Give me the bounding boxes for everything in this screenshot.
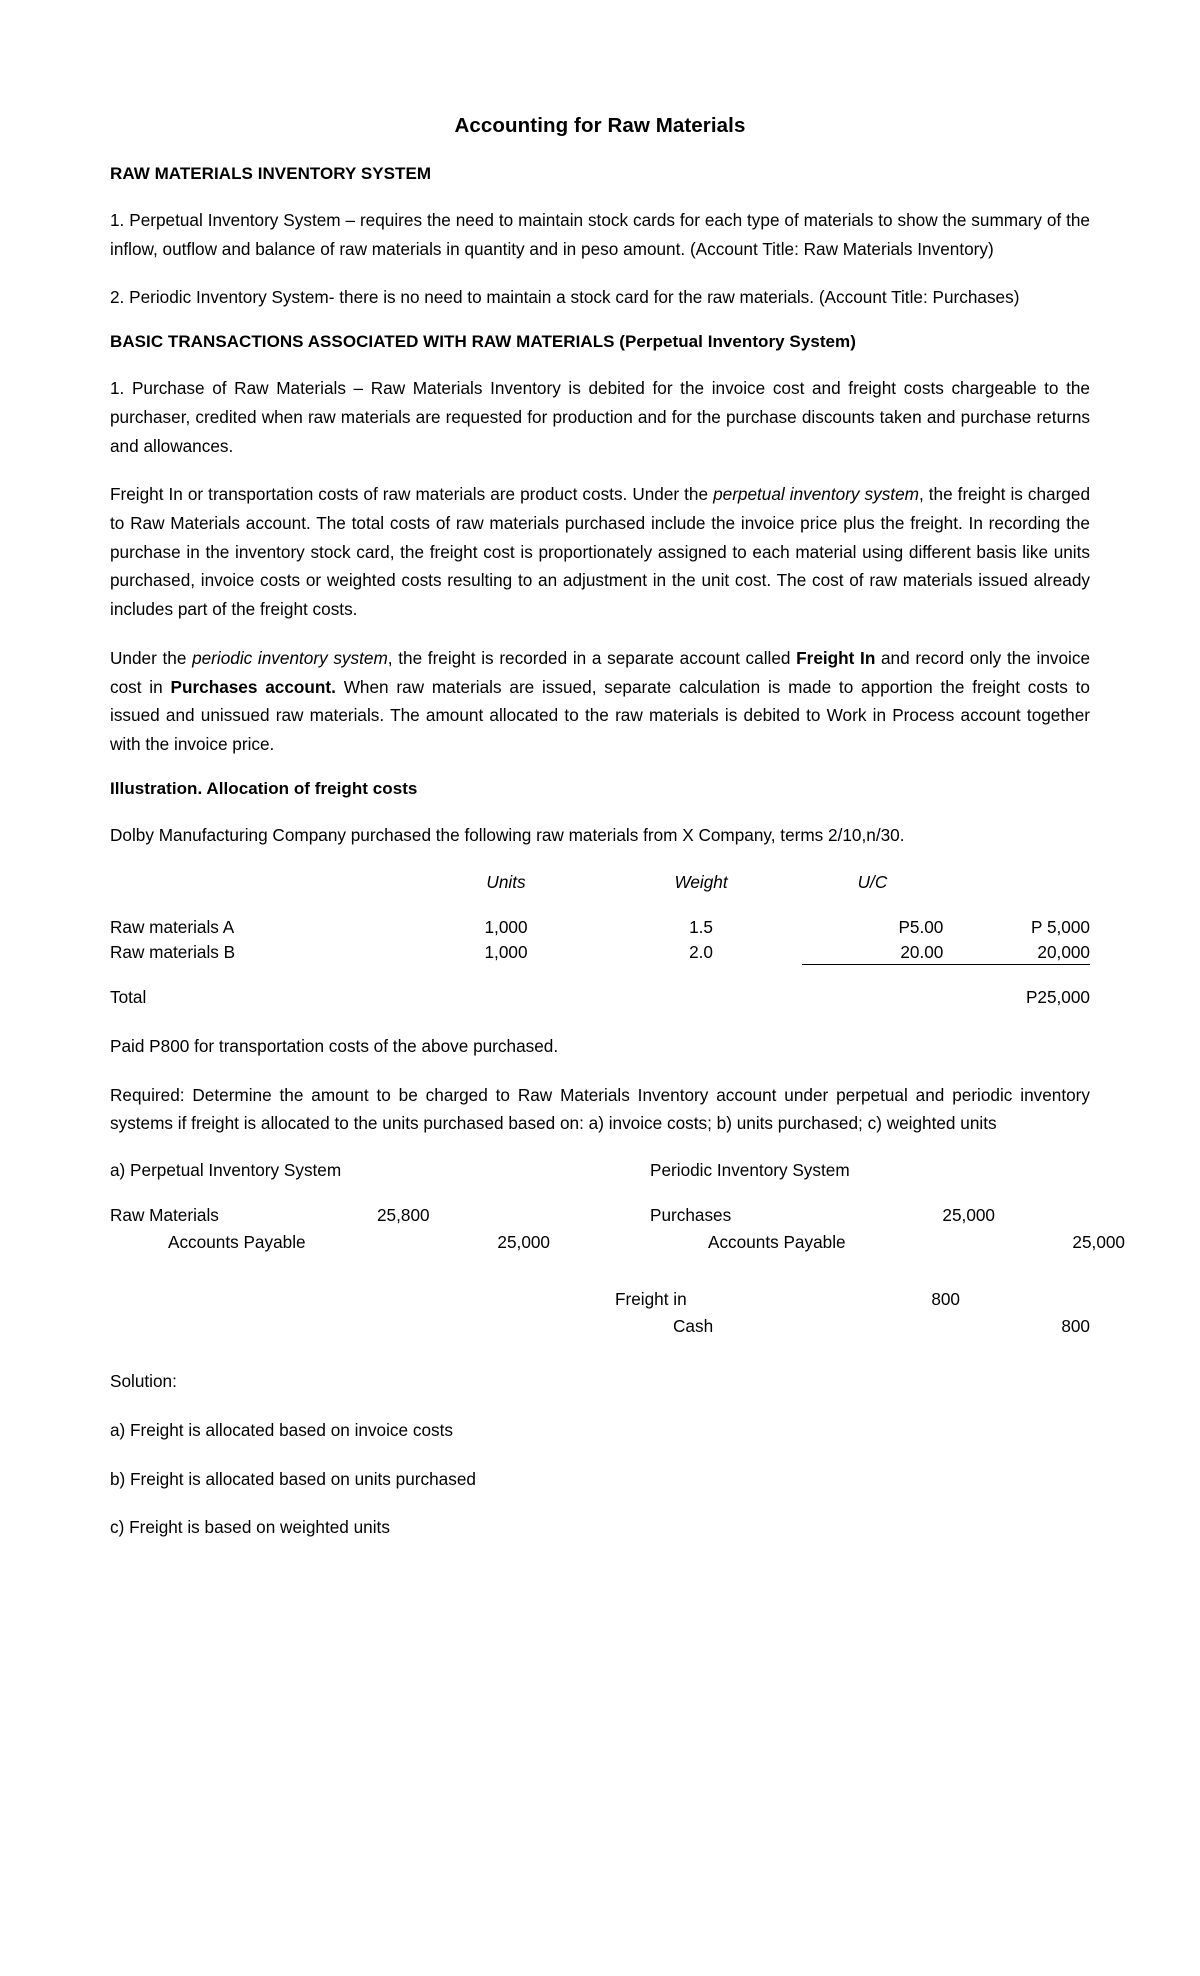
- strong-purchases-account: Purchases account.: [170, 676, 336, 697]
- row-unit-cost-a: P5.00: [898, 916, 944, 937]
- account-purchases: Purchases: [650, 1205, 732, 1226]
- header-label: [110, 870, 411, 915]
- journal-row: [110, 1316, 1090, 1337]
- table-header-row: [110, 870, 1090, 915]
- table-row: [110, 915, 1090, 940]
- debit-cash: [840, 1316, 960, 1337]
- row-units-b: 1,000: [484, 941, 528, 962]
- periodic-text-part-4: When raw materials are issued, separate calculation is made to apportion the freight costs to issued and unissued raw materials. The amount allocated to the raw materials is debited to Work in Process account together with the invoice price.: [110, 676, 1090, 755]
- periodic-text-part-1: Under the: [110, 647, 193, 668]
- debit-freight-in: 800: [931, 1289, 960, 1310]
- page-title: Accounting for Raw Materials: [454, 114, 746, 137]
- solution-item-c: c) Freight is based on weighted units: [110, 1517, 390, 1538]
- journal-right-line-4: [515, 1316, 1090, 1337]
- account-cash: Cash: [673, 1316, 714, 1337]
- heading-raw-materials-inventory-system: RAW MATERIALS INVENTORY SYSTEM: [110, 164, 432, 183]
- total-amount: P25,000: [1025, 987, 1090, 1007]
- debit-accounts-payable-left: [321, 1232, 431, 1253]
- paragraph-freight-in-perpetual: [110, 480, 1090, 624]
- solution-section: [110, 1367, 1090, 1542]
- journal-header-periodic: Periodic Inventory System: [650, 1160, 850, 1181]
- emphasis-perpetual-inventory-system: perpetual inventory system: [713, 484, 919, 505]
- journal-row: [110, 1289, 1090, 1310]
- journal-right-line-1: [550, 1205, 1125, 1226]
- paragraph-perpetual-inventory-system: 1. Perpetual Inventory System – requires the need to maintain stock cards for each type of materials to show the summary of the inflow, outflow and balance of raw materials in quantity and in peso amount. (Account Title: Raw Materials Inventory): [110, 210, 1090, 259]
- table-row: [110, 940, 1090, 965]
- debit-raw-materials: 25,800: [377, 1205, 430, 1226]
- account-freight-in: Freight in: [615, 1289, 687, 1310]
- periodic-text-part-2: , the freight is recorded in a separate account called: [387, 647, 797, 668]
- raw-materials-table: [110, 870, 1090, 1011]
- journal-header-perpetual: a) Perpetual Inventory System: [110, 1160, 342, 1181]
- credit-freight-in: [960, 1289, 1090, 1310]
- row-amount-a: P 5,000: [1031, 916, 1090, 937]
- account-accounts-payable-right: Accounts Payable: [708, 1232, 846, 1253]
- solution-title: Solution:: [110, 1371, 177, 1392]
- header-weight: Weight: [674, 871, 728, 892]
- account-accounts-payable-left: Accounts Payable: [168, 1232, 306, 1253]
- paragraph-required: Required: Determine the amount to be charged to Raw Materials Inventory account under perpetual and periodic inventory systems if freight is allocated to the units purchased based on: a) invoice costs; b) units purchased; c) weighted units: [110, 1084, 1090, 1134]
- credit-raw-materials: [430, 1205, 550, 1226]
- credit-accounts-payable-left: 25,000: [497, 1232, 550, 1253]
- row-units-a: 1,000: [484, 916, 528, 937]
- debit-purchases: 25,000: [942, 1205, 995, 1226]
- journal-left-line-1: [110, 1205, 550, 1226]
- total-label: Total: [110, 987, 147, 1007]
- journal-left-empty-2: [110, 1316, 515, 1337]
- journal-headers: [110, 1160, 1090, 1181]
- header-units: Units: [486, 871, 526, 892]
- debit-accounts-payable-right: [875, 1232, 995, 1253]
- journal-row: [110, 1232, 1125, 1253]
- solution-item-b: b) Freight is allocated based on units purchased: [110, 1468, 476, 1489]
- row-label-a: Raw materials A: [110, 916, 235, 937]
- credit-purchases: [995, 1205, 1125, 1226]
- journal-spacer: [110, 1259, 1090, 1289]
- header-amount: [943, 870, 1090, 915]
- credit-cash: 800: [1061, 1316, 1090, 1337]
- journal-row: [110, 1205, 1090, 1226]
- journal-right-line-2: [550, 1232, 1125, 1253]
- credit-accounts-payable-right: 25,000: [1072, 1232, 1125, 1253]
- solution-item-a: a) Freight is allocated based on invoice costs: [110, 1419, 453, 1440]
- row-label-b: Raw materials B: [110, 941, 236, 962]
- strong-freight-in: Freight In: [796, 647, 876, 668]
- heading-basic-transactions: BASIC TRANSACTIONS ASSOCIATED WITH RAW MATERIALS (Perpetual Inventory System): [110, 332, 856, 352]
- journal-left-line-2: [110, 1232, 550, 1253]
- table-total-row: [110, 965, 1090, 1011]
- account-raw-materials: Raw Materials: [110, 1205, 219, 1226]
- freight-text-part-1: Freight In or transportation costs of raw materials are product costs. Under the: [110, 484, 714, 505]
- row-unit-cost-b: 20.00: [802, 940, 944, 965]
- row-weight-b: 2.0: [689, 941, 713, 962]
- paragraph-purchase-of-raw-materials: 1. Purchase of Raw Materials – Raw Materials Inventory is debited for the invoice cost and freight costs chargeable to the purchaser, credited when raw materials are requested for production and for the purchase discounts taken and purchase returns and allowances.: [110, 378, 1090, 456]
- journal-entries-section: [110, 1160, 1125, 1337]
- paragraph-periodic-inventory-system: 2. Periodic Inventory System- there is no need to maintain a stock card for the raw materials. (Account Title: Purchases): [110, 287, 1020, 308]
- heading-illustration: Illustration. Allocation of freight costs: [110, 778, 418, 798]
- header-unit-cost: U/C: [857, 871, 888, 892]
- paragraph-transportation-cost: Paid P800 for transportation costs of the above purchased.: [110, 1036, 559, 1056]
- paragraph-periodic-freight: [110, 644, 1090, 759]
- paragraph-dolby-manufacturing: Dolby Manufacturing Company purchased the following raw materials from X Company, terms 2/10,n/30.: [110, 824, 905, 845]
- row-amount-b: 20,000: [943, 940, 1090, 965]
- freight-text-part-2: , the freight is charged to Raw Materials account. The total costs of raw materials purchased include the invoice price plus the freight. In recording the purchase in the inventory stock card, the freight cost is proportionately assigned to each material using different basis like units purchased, invoice costs or weighted costs resulting to an adjustment in the unit cost. The cost of raw materials issued already includes part of the freight costs.: [110, 484, 1091, 620]
- row-weight-a: 1.5: [689, 916, 713, 937]
- periodic-text-part-3: and record only the invoice cost in: [110, 647, 1091, 697]
- emphasis-periodic-inventory-system: periodic inventory system: [192, 647, 388, 668]
- journal-left-empty-1: [110, 1289, 515, 1310]
- journal-right-line-3: [515, 1289, 1090, 1310]
